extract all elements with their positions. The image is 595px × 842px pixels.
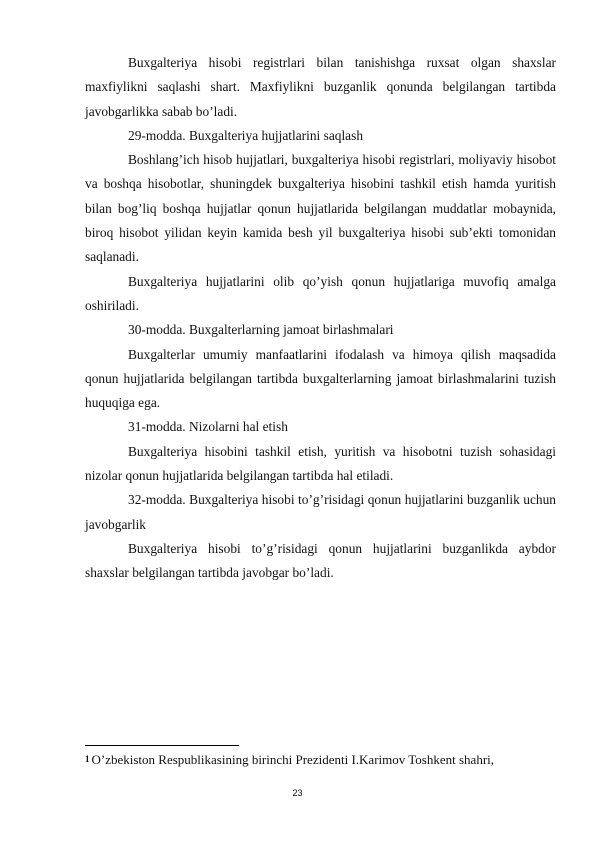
paragraph-liability: Buxgalteriya hisobi to’g’risidagi qonun hujjatlarini buzganlikda aybdor shaxslar belgilangan tartibda javobgar bo’ladi. [85,540,556,581]
article-31-heading: 31-modda. Nizolarni hal etish [128,419,288,435]
article-30-heading: 30-modda. Buxgalterlarning jamoat birlashmalari [128,322,394,338]
paragraph-dispute-resolution: Buxgalteriya hisobini tashkil etish, yuritish va hisobotni tuzish sohasidagi nizolar qonun hujjatlarida belgilangan tartibda hal etiladi. [85,443,556,484]
paragraph-confidentiality: Buxgalteriya hisobi registrlari bilan tanishishga ruxsat olgan shaxslar maxfiylikni saqlashi shart. Maxfiylikni buzganlik qonunda belgilangan tartibda javobgarlikka sabab bo’ladi. [85,55,556,119]
article-29-heading: 29-modda. Buxgalteriya hujjatlarini saqlash [128,127,364,143]
footnote-marker: 1 [85,754,90,764]
paragraph-public-associations: Buxgalterlar umumiy manfaatlarini ifodalash va himoya qilish maqsadida qonun hujjatlarida belgilangan tartibda buxgalterlarning jamoat birlashmalarini tuzish huquqiga ega. [85,346,556,411]
paragraph-document-seizure: Buxgalteriya hujjatlarini olib qo’yish qonun hujjatlariga muvofiq amalga oshiriladi. [85,273,556,313]
footnote-separator [85,745,239,746]
document-body [85,51,556,586]
footnote [85,752,556,768]
footnote-text: O’zbekiston Respublikasining birinchi Prezidenti I.Karimov Toshkent shahri, [91,752,495,767]
article-32-heading: 32-modda. Buxgalteriya hisobi to’g’risidagi qonun hujjatlarini buzganlik uchun javobgarlik [85,492,556,532]
paragraph-document-storage: Boshlang’ich hisob hujjatlari, buxgalteriya hisobi registrlari, moliyaviy hisobot va boshqa hisobotlar, shuningdek buxgalteriya hisobini tashkil etish hamda yuritish bilan bog’liq boshqa hujjatlar qonun hujjatlarida belgilangan muddatlar mobaynida, biroq hisobot yilidan keyin kamida besh yil buxgalteriya hisobi sub’ekti tomonidan saqlanadi. [85,152,556,265]
page-number: 23 [292,788,303,798]
